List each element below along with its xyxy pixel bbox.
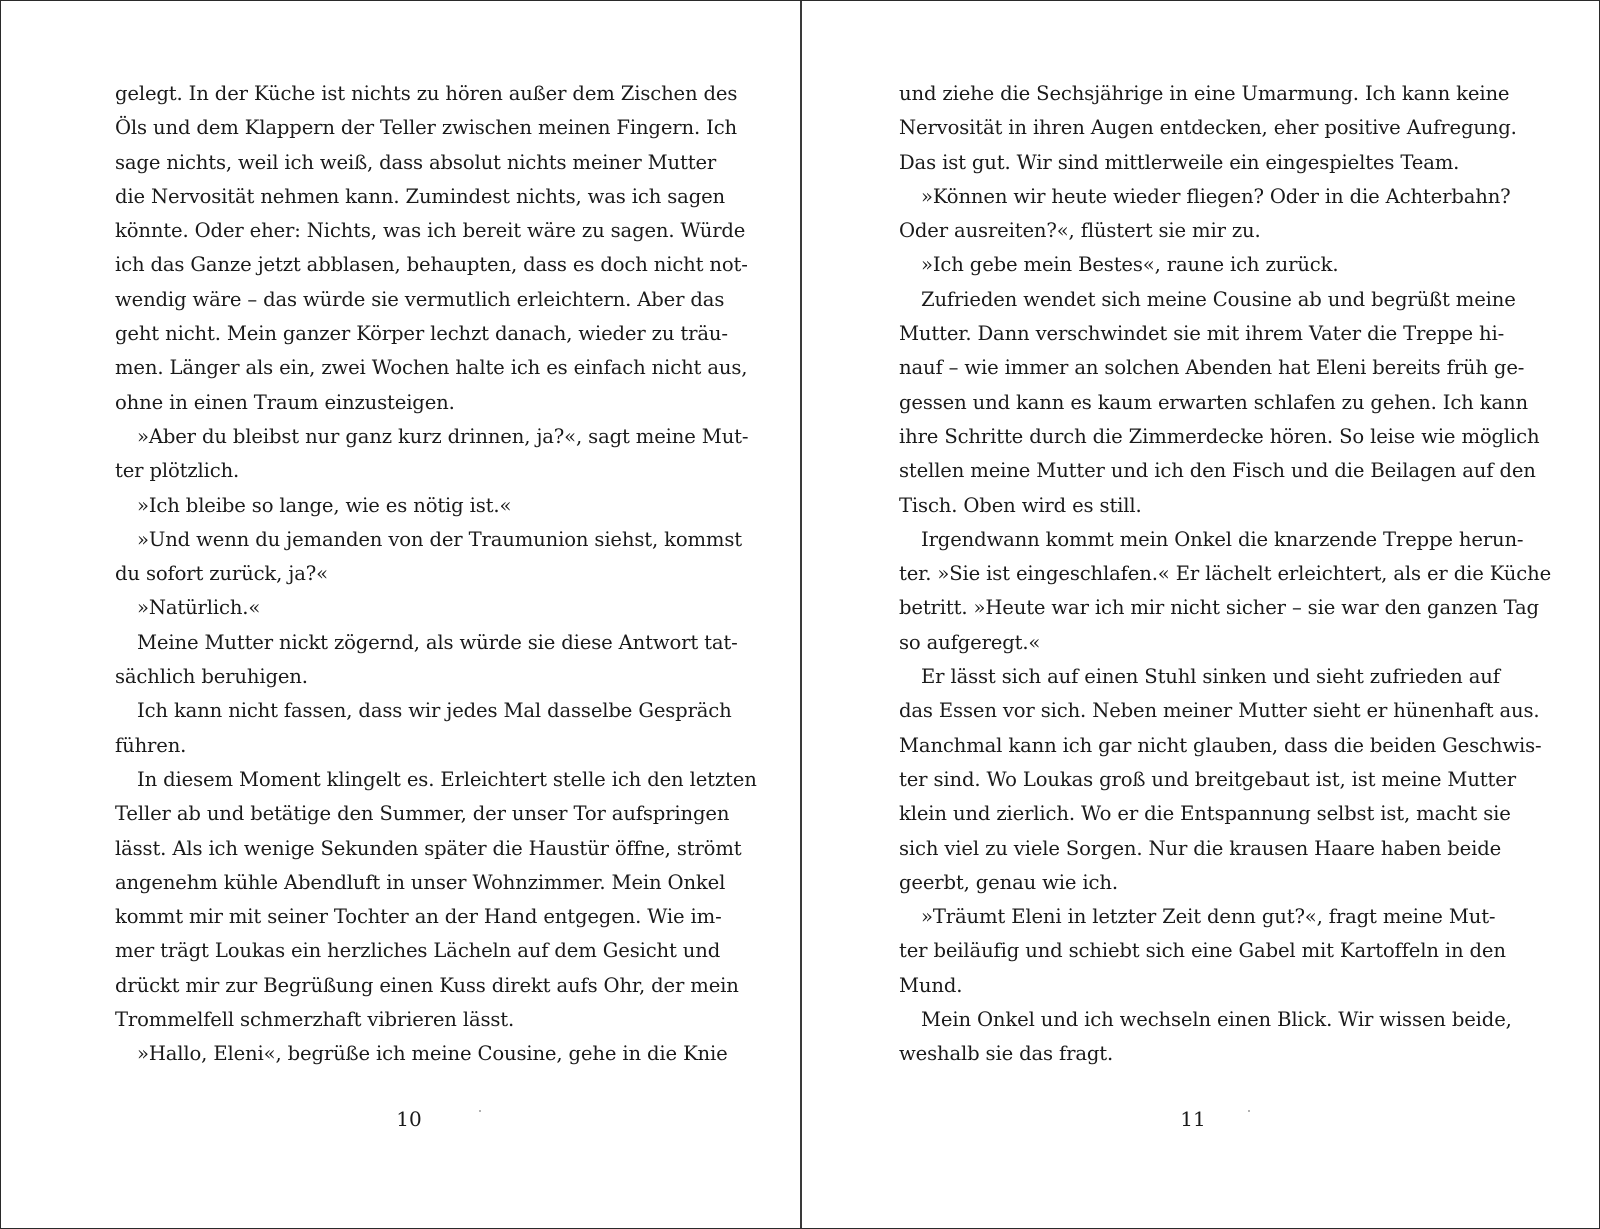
text-line: In diesem Moment klingelt es. Erleichtert stelle ich den letzten xyxy=(137,767,757,791)
text-line: Öls und dem Klappern der Teller zwischen meinen Fingern. Ich xyxy=(115,116,737,140)
text-line: kommt mir mit seiner Tochter an der Hand entgegen. Wie im- xyxy=(115,905,722,929)
text-line: du sofort zurück, ja?« xyxy=(115,562,328,586)
text-line: und ziehe die Sechsjährige in eine Umarmung. Ich kann keine xyxy=(899,82,1510,105)
text-line: Oder ausreiten?«, flüstert sie mir zu. xyxy=(899,219,1261,243)
text-line: Manchmal kann ich gar nicht glauben, dass die beiden Geschwis- xyxy=(899,733,1542,757)
left-page xyxy=(1,1,800,1228)
text-line: sage nichts, weil ich weiß, dass absolut nichts meiner Mutter xyxy=(115,150,717,174)
text-line: klein und zierlich. Wo er die Entspannung selbst ist, macht sie xyxy=(899,802,1511,826)
text-line: ohne in einen Traum einzusteigen. xyxy=(115,390,455,414)
text-line: angenehm kühle Abendluft in unser Wohnzimmer. Mein Onkel xyxy=(115,870,726,894)
page-number-left: 10 xyxy=(396,1107,422,1131)
text-line: stellen meine Mutter und ich den Fisch und die Beilagen auf den xyxy=(899,459,1536,483)
text-line: Das ist gut. Wir sind mittlerweile ein eingespieltes Team. xyxy=(899,150,1460,174)
text-line: führen. xyxy=(115,733,187,757)
text-line: ihre Schritte durch die Zimmerdecke hören. So leise wie möglich xyxy=(899,424,1540,448)
text-line: das Essen vor sich. Neben meiner Mutter sieht er hünenhaft aus. xyxy=(899,699,1540,723)
text-line: »Träumt Eleni in letzter Zeit denn gut?«, fragt meine Mut- xyxy=(921,905,1496,929)
text-line: könnte. Oder eher: Nichts, was ich bereit wäre zu sagen. Würde xyxy=(115,219,746,243)
text-line: sächlich beruhigen. xyxy=(115,665,308,689)
text-line: Irgendwann kommt mein Onkel die knarzende Treppe herun- xyxy=(921,527,1524,551)
text-line: betritt. »Heute war ich mir nicht sicher – sie war den ganzen Tag xyxy=(899,596,1539,620)
text-line: »Und wenn du jemanden von der Traumunion siehst, kommst xyxy=(137,527,742,551)
text-line: »Hallo, Eleni«, begrüße ich meine Cousine, gehe in die Knie xyxy=(137,1042,728,1066)
text-line: die Nervosität nehmen kann. Zumindest nichts, was ich sagen xyxy=(115,184,726,208)
text-line: Ich kann nicht fassen, dass wir jedes Mal dasselbe Gespräch xyxy=(137,699,732,723)
text-line: mer trägt Loukas ein herzliches Lächeln auf dem Gesicht und xyxy=(115,939,721,963)
left-page-text xyxy=(115,77,757,1072)
right-page xyxy=(802,1,1600,1228)
text-line: Tisch. Oben wird es still. xyxy=(899,493,1142,517)
text-line: geht nicht. Mein ganzer Körper lechzt danach, wieder zu träu- xyxy=(115,322,728,346)
text-line: gelegt. In der Küche ist nichts zu hören außer dem Zischen des xyxy=(115,82,738,105)
text-line: lässt. Als ich wenige Sekunden später die Haustür öffne, strömt xyxy=(115,836,742,860)
right-page-text xyxy=(899,77,1552,1072)
text-line: Mund. xyxy=(899,973,963,997)
text-line: ter sind. Wo Loukas groß und breitgebaut ist, ist meine Mutter xyxy=(899,767,1516,791)
text-line: »Ich gebe mein Bestes«, raune ich zurück. xyxy=(921,253,1339,277)
text-line: ter plötzlich. xyxy=(115,459,240,483)
text-line: »Natürlich.« xyxy=(137,596,261,620)
text-line: ter. »Sie ist eingeschlafen.« Er lächelt erleichtert, als er die Küche xyxy=(899,562,1552,586)
text-line: sich viel zu viele Sorgen. Nur die krausen Haare haben beide xyxy=(899,836,1502,860)
print-speck xyxy=(479,1110,481,1112)
text-line: Trommelfell schmerzhaft vibrieren lässt. xyxy=(115,1008,515,1032)
text-line: drückt mir zur Begrüßung einen Kuss direkt aufs Ohr, der mein xyxy=(115,973,739,997)
text-line: wendig wäre – das würde sie vermutlich erleichtern. Aber das xyxy=(115,287,725,311)
text-line: Meine Mutter nickt zögernd, als würde sie diese Antwort tat- xyxy=(137,630,738,654)
text-line: Er lässt sich auf einen Stuhl sinken und sieht zufrieden auf xyxy=(921,665,1500,689)
text-line: »Ich bleibe so lange, wie es nötig ist.« xyxy=(137,493,512,517)
text-line: ter beiläufig und schiebt sich eine Gabel mit Kartoffeln in den xyxy=(899,939,1506,963)
text-line: geerbt, genau wie ich. xyxy=(899,870,1118,894)
text-line: »Können wir heute wieder fliegen? Oder in die Achterbahn? xyxy=(921,184,1511,208)
print-speck xyxy=(1248,1110,1250,1112)
text-line: gessen und kann es kaum erwarten schlafen zu gehen. Ich kann xyxy=(899,390,1528,414)
text-line: Zufrieden wendet sich meine Cousine ab und begrüßt meine xyxy=(921,287,1516,311)
text-line: men. Länger als ein, zwei Wochen halte ich es einfach nicht aus, xyxy=(115,356,748,380)
text-line: Mutter. Dann verschwindet sie mit ihrem Vater die Treppe hi- xyxy=(899,322,1505,346)
text-line: Teller ab und betätige den Summer, der unser Tor aufspringen xyxy=(115,802,730,826)
text-line: ich das Ganze jetzt abblasen, behaupten, dass es doch nicht not- xyxy=(115,253,748,277)
text-line: »Aber du bleibst nur ganz kurz drinnen, ja?«, sagt meine Mut- xyxy=(137,424,749,448)
text-line: weshalb sie das fragt. xyxy=(899,1042,1114,1066)
text-line: Mein Onkel und ich wechseln einen Blick. Wir wissen beide, xyxy=(921,1008,1512,1032)
text-line: Nervosität in ihren Augen entdecken, eher positive Aufregung. xyxy=(899,116,1517,140)
page-number-right: 11 xyxy=(1180,1107,1206,1131)
text-line: so aufgeregt.« xyxy=(899,630,1041,654)
text-line: nauf – wie immer an solchen Abenden hat Eleni bereits früh ge- xyxy=(899,356,1525,380)
